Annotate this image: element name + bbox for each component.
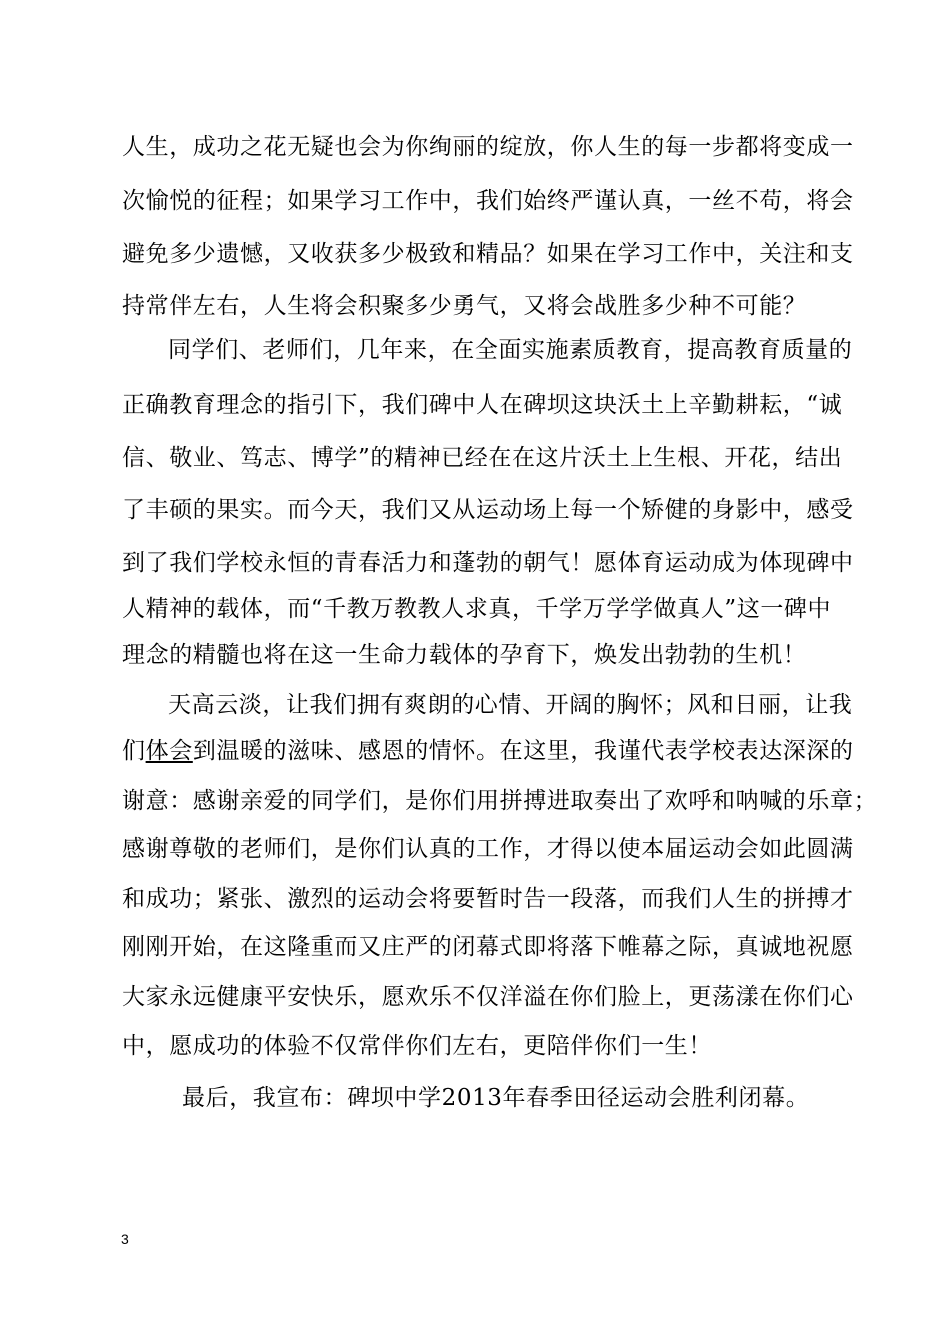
paragraph-line: 谢意：感谢亲爱的同学们，是你们用拼搏进取奏出了欢呼和呐喊的乐章；	[122, 788, 878, 814]
page-number: 3	[121, 1231, 129, 1247]
closing-line: 最后，我宣布：碑坝中学2013年春季田径运动会胜利闭幕。	[182, 1085, 810, 1111]
paragraph-line: 理念的精髓也将在这一生命力载体的孕育下，焕发出勃勃的生机！	[122, 642, 807, 668]
paragraph-line: 人精神的载体，而“千教万教教人求真，千学万学学做真人”这一碑中	[122, 596, 832, 622]
paragraph-line: 信、敬业、笃志、博学”的精神已经在在这片沃土上生根、开花，结出	[122, 445, 843, 471]
paragraph-line: 感谢尊敬的老师们，是你们认真的工作，才得以使本届运动会如此圆满	[122, 836, 854, 862]
text-run: 到温暖的滋味、感恩的情怀。在这里，我谨代表学校表达深深的	[192, 738, 854, 764]
paragraph-line	[122, 736, 854, 766]
paragraph-line: 中，愿成功的体验不仅常伴你们左右，更陪伴你们一生！	[122, 1033, 712, 1059]
paragraph-line: 人生，成功之花无疑也会为你绚丽的绽放，你人生的每一步都将变成一	[122, 134, 854, 160]
paragraph-line: 持常伴左右，人生将会积聚多少勇气，又将会战胜多少种不可能？	[122, 293, 807, 319]
paragraph-line: 避免多少遗憾，又收获多少极致和精品？如果在学习工作中，关注和支	[122, 241, 854, 267]
paragraph-line: 天高云淡，让我们拥有爽朗的心情、开阔的胸怀；风和日丽，让我	[168, 692, 853, 718]
paragraph-line: 大家永远健康平安快乐，愿欢乐不仅洋溢在你们脸上，更荡漾在你们心	[122, 984, 854, 1010]
text-run: 们	[122, 738, 146, 764]
paragraph-line: 了丰硕的果实。而今天，我们又从运动场上每一个矫健的身影中，感受	[122, 497, 854, 523]
underlined-word: 体会	[145, 738, 193, 764]
paragraph-line: 同学们、老师们，几年来，在全面实施素质教育，提高教育质量的	[168, 337, 853, 363]
paragraph-line: 到了我们学校永恒的青春活力和蓬勃的朝气！愿体育运动成为体现碑中	[122, 550, 854, 576]
paragraph-line: 刚刚开始，在这隆重而又庄严的闭幕式即将落下帷幕之际，真诚地祝愿	[122, 934, 854, 960]
paragraph-line: 和成功；紧张、激烈的运动会将要暂时告一段落，而我们人生的拼搏才	[122, 886, 854, 912]
paragraph-line: 次愉悦的征程；如果学习工作中，我们始终严谨认真，一丝不苟，将会	[122, 188, 854, 214]
paragraph-line: 正确教育理念的指引下，我们碑中人在碑坝这块沃土上辛勤耕耘，“诚	[122, 392, 843, 418]
